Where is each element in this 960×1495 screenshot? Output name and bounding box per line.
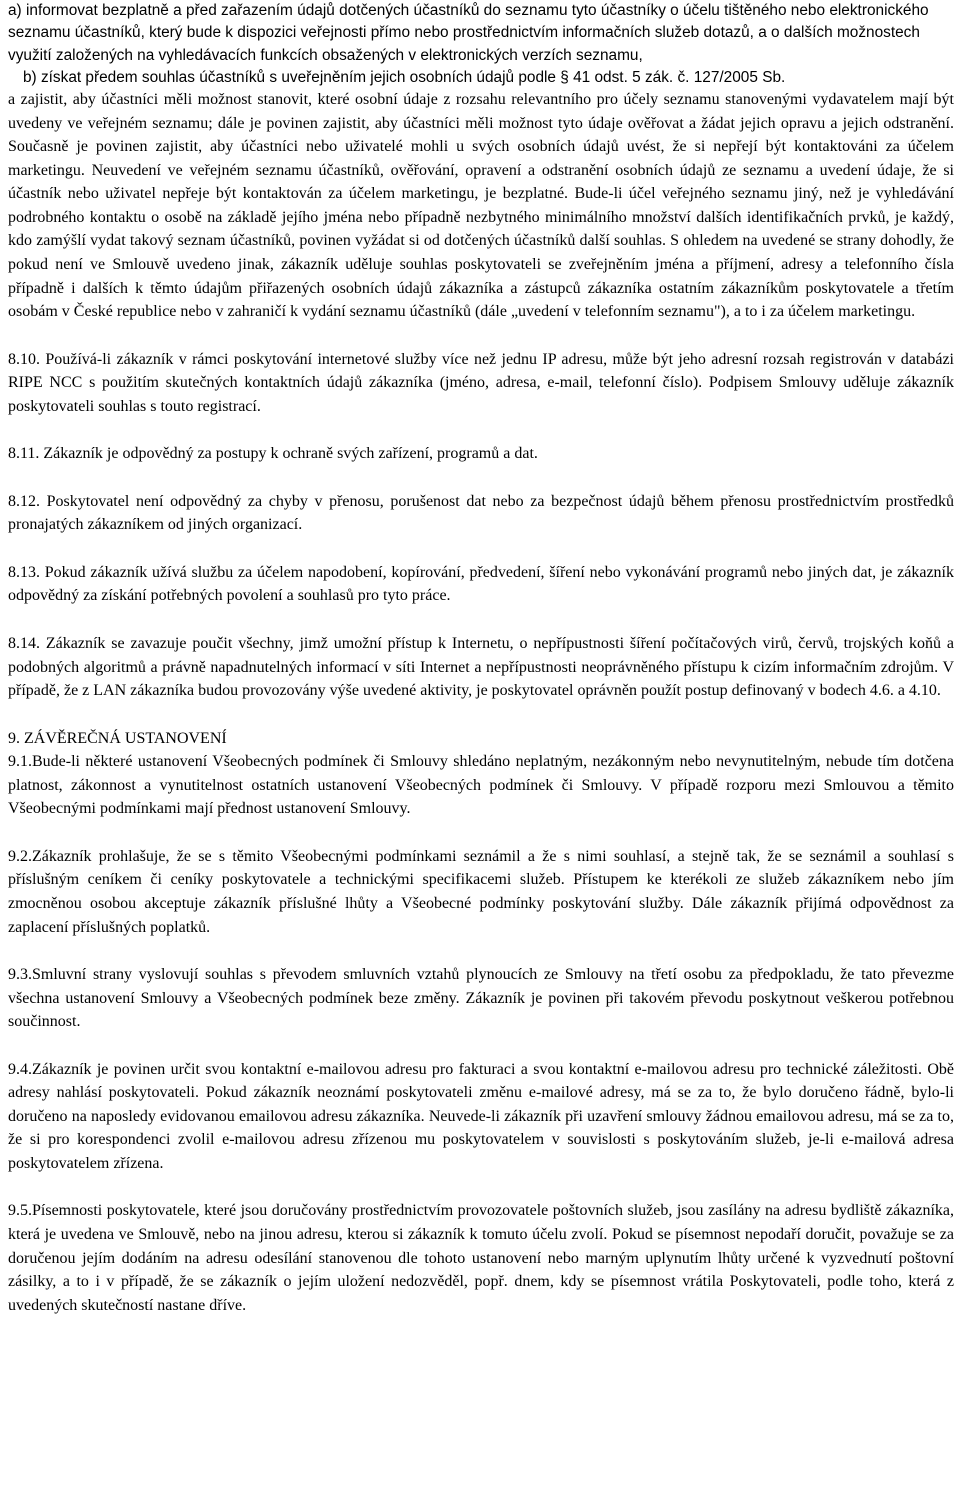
paragraph-8-14: 8.14. Zákazník se zavazuje poučit všechny, jimž umožní přístup k Internetu, o nepřípustnosti šíření počítačových virů, červů, trojských koňů a podobných algoritmů a právně napadnutelných informací v síti Internet a nepřípustnosti neoprávněného přístupu k cizím informačním zdrojům. V případě, že z LAN zákazníka budou provozovány výše uvedené aktivity, je poskytovatel oprávněn použít postup definovaný v bodech 4.6. a 4.10.	[8, 635, 954, 700]
paragraph-8-11: 8.11. Zákazník je odpovědný za postupy k ochraně svých zařízení, programů a dat.	[8, 445, 538, 463]
main-text	[8, 88, 954, 1317]
paragraph-9-5: 9.5.Písemnosti poskytovatele, které jsou doručovány prostřednictvím provozovatele poštovních služeb, jsou zasílány na adresu bydliště zákazníka, která je uvedena ve Smlouvě, nebo na jinou adresu, kterou si zákazník k tomuto účelu zvolí. Pokud se písemnost nepodaří doručit, považuje se za doručenou jejím dodáním na adresu odesílání stanovenou dle tohoto ustanovení nebo marným uplynutím lhůty určené k vyzvednutí poštovní zásilky, a to i v případě, že se zákazník o jejím uložení nedozvěděl, popř. dnem, kdy se písemnost vrátila Poskytovateli, podle toho, která z uvedených skutečností nastane dříve.	[8, 1202, 954, 1314]
paragraph-9-1: 9.1.Bude-li některé ustanovení Všeobecných podmínek či Smlouvy shledáno neplatným, nezákonným nebo nevynutitelným, nebude tím dotčena platnost, zákonnost a vynutitelnost ostatních ustanovení Všeobecných podmínek či Smlouvy. V případě rozporu mezi Smlouvou a těmito Všeobecnými podmínkami mají přednost ustanovení Smlouvy.	[8, 753, 954, 818]
paragraph-9-2: 9.2.Zákazník prohlašuje, že se s těmito Všeobecnými podmínkami seznámil a že s nimi souhlasí, a stejně tak, že se seznámil a souhlasí s příslušným ceníkem či ceníky poskytovatele a technickými specifikacemi služeb. Přístupem ke kterékoli ze služeb zákazníkem nebo jím zmocněnou osobou akceptuje zákazník příslušné lhůty a Všeobecné podmínky poskytování služby. Dále zákazník přijímá odpovědnost za zaplacení příslušných poplatků.	[8, 847, 954, 936]
section-9-heading: 9. ZÁVĚREČNÁ USTANOVENÍ	[8, 729, 227, 747]
paragraph-9-3: 9.3.Smluvní strany vyslovují souhlas s převodem smluvních vztahů plynoucích ze Smlouvy na třetí osobu za předpokladu, že tato převezme všechna ustanovení Smlouvy a Všeobecných podmínek beze změny. Zákazník je povinen při takovém převodu poskytnout veškerou potřebnou součinnost.	[8, 966, 954, 1031]
paragraph-item-b-lead: b) získat předem souhlas účastníků s uveřejněním jejich osobních údajů podle § 41 odst. 5 zák. č. 127/2005 Sb.	[23, 68, 786, 86]
intro-block	[8, 0, 954, 89]
paragraph-8-10: 8.10. Používá-li zákazník v rámci poskytování internetové služby více než jednu IP adresu, může být jeho adresní rozsah registrován v databázi RIPE NCC s použitím skutečných kontaktních údajů zákazníka (jméno, adresa, e-mail, telefonní číslo). Podpisem Smlouvy uděluje zákazník poskytovateli souhlas s touto registrací.	[8, 350, 954, 415]
paragraph-item-a: a) informovat bezplatně a před zařazením údajů dotčených účastníků do seznamu tyto účastníky o účelu tištěného nebo elektronického seznamu účastníků, který bude k dispozici veřejnosti přímo nebo prostřednictvím informačních služeb dotazů, a o dalších možnostech využití založených na vyhledávacích funkcích obsažených v elektronických verzích seznamu,	[8, 2, 929, 64]
paragraph-item-b-rest: a zajistit, aby účastníci měli možnost stanovit, které osobní údaje z rozsahu relevantního pro účely seznamu stanovenými vydavatelem mají být uvedeny ve veřejném seznamu; dále je povinen zajistit, aby účastníci měli možnost tyto údaje ověřovat a žádat jejich opravu a jejich odstranění. Současně je povinen zajistit, aby účastníci nebo uživatelé mohli u svých osobních údajů uvést, že si nepřejí být kontaktováni za účelem marketingu. Neuvedení ve veřejném seznamu účastníků, ověřování, opravení a odstranění osobních údajů ze seznamu a uvedení údaje, že si účastník nebo uživatel nepřeje být kontaktován za účelem marketingu, je bezplatné. Bude-li účel veřejného seznamu jiný, než je vyhledávání podrobného kontaktu o osobě na základě jejího jména nebo případně nezbytného minimálního množství dalších identifikačních prvků, je každý, kdo zamýšlí vydat takový seznam účastníků, povinen vyžádat si od dotčených účastníků další souhlas. S ohledem na uvedené se strany dohodly, že pokud není ve Smlouvě uvedeno jinak, zákazník uděluje souhlas poskytovateli se zveřejněním jména a příjmení, adresy a telefonního čísla případně i dalších k těmto údajům přiřazených osobních údajů zákazníka a zástupců zákazníka ostatním zákazníkům poskytovatele a třetím osobám v České republice nebo v zahraničí k vydání seznamu účastníků (dále „uvedení v telefonním seznamu"), a to i za účelem marketingu.	[8, 91, 954, 321]
paragraph-8-12: 8.12. Poskytovatel není odpovědný za chyby v přenosu, porušenost dat nebo za bezpečnost údajů během přenosu prostřednictvím prostředků pronajatých zákazníkem od jiných organizací.	[8, 492, 954, 534]
paragraph-9-4: 9.4.Zákazník je povinen určit svou kontaktní e-mailovou adresu pro fakturaci a svou kontaktní e-mailovou adresu pro technické záležitosti. Obě adresy nahlásí poskytovateli. Pokud zákazník neoznámí poskytovateli změnu e-mailové adresy, má se za to, že bylo doručeno řádně, bylo-li doručeno na naposledy evidovanou emailovou adresu zákazníka. Neuvede-li zákazník při uzavření smlouvy žádnou emailovou adresu, má se za to, že si pro korespondenci zvolil e-mailovou adresu zřízenou mu poskytovatelem v souvislosti s poskytováním služeb, je-li e-mailová adresa poskytovatelem zřízena.	[8, 1060, 954, 1172]
paragraph-8-13: 8.13. Pokud zákazník užívá službu za účelem napodobení, kopírování, předvedení, šíření nebo vykonávání programů nebo jiných dat, je zákazník odpovědný za získání potřebných povolení a souhlasů pro tyto práce.	[8, 563, 954, 605]
